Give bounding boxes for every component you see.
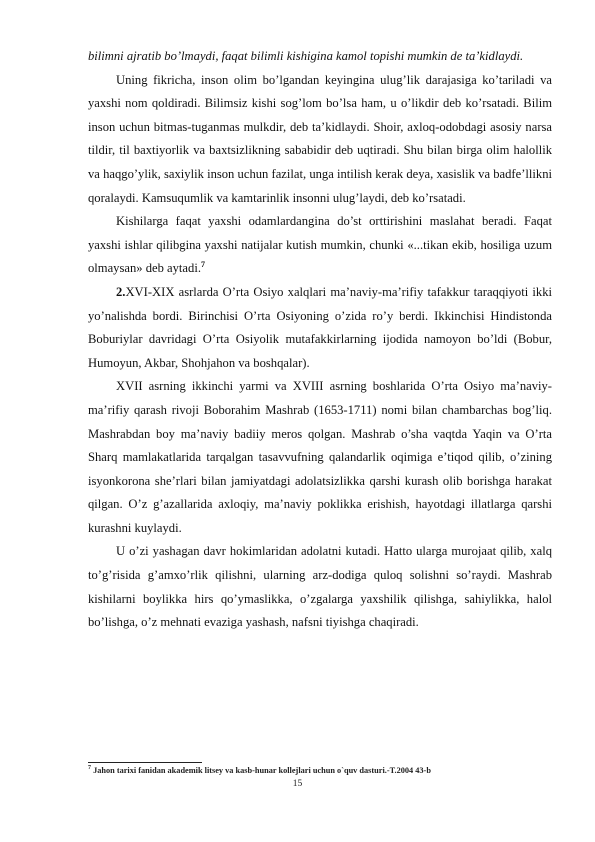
- paragraph-2-text: Kishilarga faqat yaxshi odamlardangina do’st orttirishini maslahat beradi. Faqat yaxshi ishlar qilibgina yaxshi natijalar kutish mumkin, chunki «...tikan ekib, hosiliga uzum olmaysan» deb aytadi.: [88, 214, 552, 276]
- body-text: [88, 45, 552, 635]
- paragraph-continuation: bilimni ajratib bo’lmaydi, faqat bilimli kishigina kamol topishi mumkin de ta’kidlaydi.: [88, 49, 524, 63]
- paragraph-3-text: XVI-XIX asrlarda O’rta Osiyo xalqlari ma’naviy-ma’rifiy tafakkur taraqqiyoti ikki yo’nalishda bordi. Birinchisi O’rta Osiyoning o’zida ro’y berdi. Ikkinchisi Hindistonda Boburiylar davridagi O’rta Osiyolik mutafakkirlarning ijodida namoyon bo’ldi (Bobur, Humoyun, Akbar, Shohjahon va boshqalar).: [88, 284, 552, 370]
- paragraph-4: XVII asrning ikkinchi yarmi va XVIII asrning boshlarida O’rta Osiyo ma’naviy-ma’rifiy qarash rivoji Boborahim Mashrab (1653-1711) nomi bilan chambarchas bog’liq. Mashrabdan boy ma’naviy badiiy meros qolgan. Mashrab o’sha vaqtda Yaqin va O’rta Sharq mamlakatlarida tarqalgan tasavvufning qalandarlik oqimiga e’tiqod qilib, o’zining isyonkorona she’rlari bilan jamiyatdagi adolatsizlikka qarshi kurash olib borishga harakat qilgan. O’z g’azallarida axloqiy, ma’naviy poklikka erishish, hayotdagi illatlarga qarshi kurashni kuylaydi.: [88, 379, 552, 535]
- paragraph-2: [88, 210, 552, 281]
- footnote: [88, 766, 552, 776]
- section-number: 2.: [116, 284, 126, 299]
- paragraph-3: [88, 281, 552, 375]
- footnote-marker: 7: [88, 765, 91, 772]
- footnote-divider: [88, 762, 202, 763]
- paragraph-1: Uning fikricha, inson olim bo’lgandan keyingina ulug’lik darajasiga ko’tariladi va yaxshi nom qoldiradi. Bilimsiz kishi sog’lom bo’lsa ham, u o’likdir deb ko’rsatadi. Bilim inson uchun bitmas-tuganmas mulkdir, deb ta’kidlaydi. Shoir, axloq-odobdagi asosiy narsa tildir, til baxtiyorlik va baxtsizlikning sababidir deb uqtiradi. Shu bilan birga olim halollik va haqgo’ylik, saxiylik inson uchun fazilat, unga intilish kerak deya, xasislik va badfe’llikni qoralaydi. Kamsuqumlik va kamtarinlik insonni ulug’laydi, deb ko’rsatadi.: [88, 72, 552, 205]
- paragraph-5: U o’zi yashagan davr hokimlaridan adolatni kutadi. Hatto ularga murojaat qilib, xalq to’g’risida g’amxo’rlik qilishni, ularning arz-dodiga quloq solishni so’raydi. Mashrab kishilarni boylikka hirs qo’ymaslikka, o’zgalarga yaxshilik qilishga, sahiylikka, halol bo’lishga, o’z mehnati evaziga yashash, nafsni tiyishga chaqiradi.: [88, 544, 552, 630]
- footnote-text: Jahon tarixi fanidan akademik litsey va kasb-hunar kollejlari uchun o`quv dasturi.-T.2004 43-b: [93, 766, 431, 775]
- footnote-reference[interactable]: 7: [200, 260, 205, 270]
- page-number: 15: [292, 779, 303, 789]
